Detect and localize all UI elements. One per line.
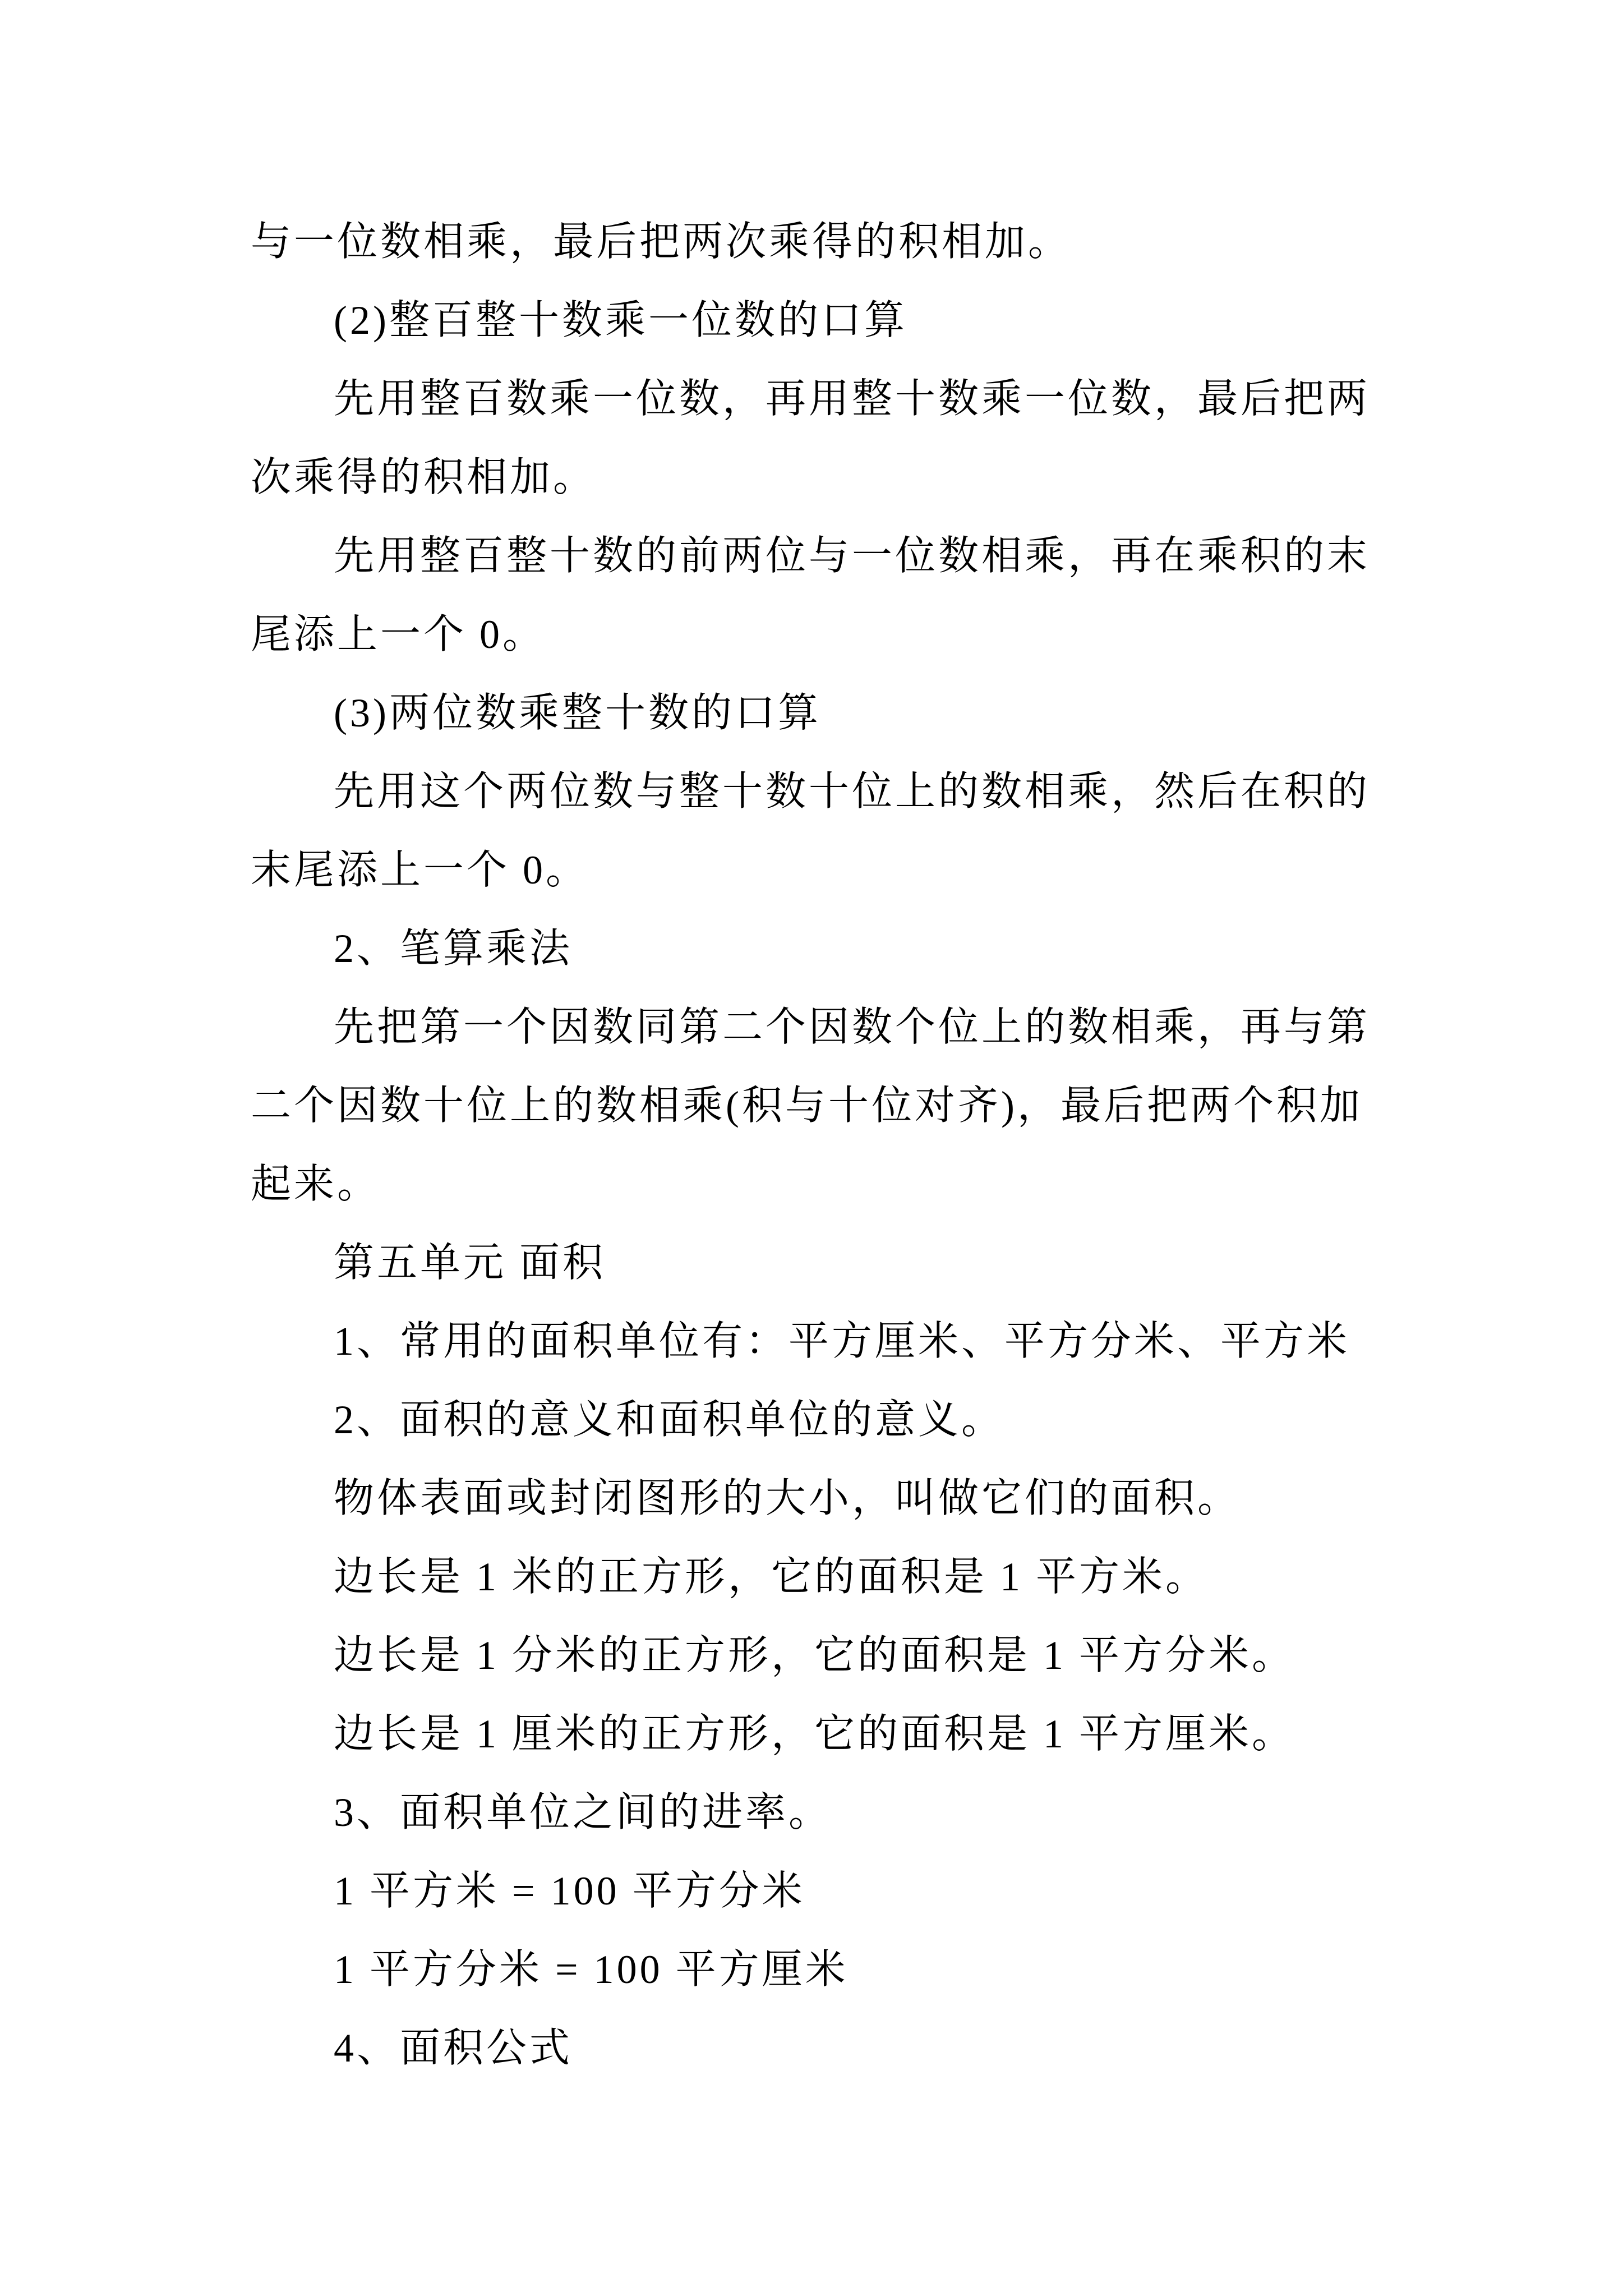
text-line: 2、面积的意义和面积单位的意义。 — [334, 1397, 1005, 1442]
text-line: 先用这个两位数与整十数十位上的数相乘，然后在积的 — [334, 769, 1371, 814]
text-line: 末尾添上一个 0。 — [251, 848, 589, 892]
text-line: 2、笔算乘法 — [334, 926, 573, 971]
text-line: 4、面积公式 — [334, 2026, 573, 2070]
text-line: 先把第一个因数同第二个因数个位上的数相乘，再与第 — [334, 1005, 1371, 1050]
text-line: 1、常用的面积单位有：平方厘米、平方分米、平方米 — [334, 1319, 1350, 1364]
text-line: 第五单元 面积 — [334, 1240, 606, 1285]
text-line: 边长是 1 米的正方形，它的面积是 1 平方米。 — [334, 1554, 1209, 1599]
text-line: 1 平方米 = 100 平方分米 — [334, 1869, 805, 1913]
text-line: 次乘得的积相加。 — [251, 455, 597, 500]
text-line: (3)两位数乘整十数的口算 — [334, 691, 821, 735]
text-line: 先用整百数乘一位数，再用整十数乘一位数，最后把两 — [334, 376, 1371, 421]
text-line: 3、面积单位之间的进率。 — [334, 1790, 832, 1835]
text-line: (2)整百整十数乘一位数的口算 — [334, 298, 907, 343]
text-content — [251, 203, 1406, 2087]
text-line: 起来。 — [251, 1162, 381, 1207]
text-line: 边长是 1 分米的正方形，它的面积是 1 平方分米。 — [334, 1633, 1295, 1678]
text-line: 物体表面或封闭图形的大小，叫做它们的面积。 — [334, 1476, 1241, 1521]
text-line: 边长是 1 厘米的正方形，它的面积是 1 平方厘米。 — [334, 1711, 1295, 1756]
text-line: 与一位数相乘，最后把两次乘得的积相加。 — [251, 219, 1072, 264]
text-line: 尾添上一个 0。 — [251, 612, 546, 657]
text-line: 二个因数十位上的数相乘(积与十位对齐)，最后把两个积加 — [251, 1083, 1363, 1128]
text-line: 1 平方分米 = 100 平方厘米 — [334, 1947, 849, 1992]
text-line: 先用整百整十数的前两位与一位数相乘，再在乘积的末 — [334, 533, 1371, 578]
